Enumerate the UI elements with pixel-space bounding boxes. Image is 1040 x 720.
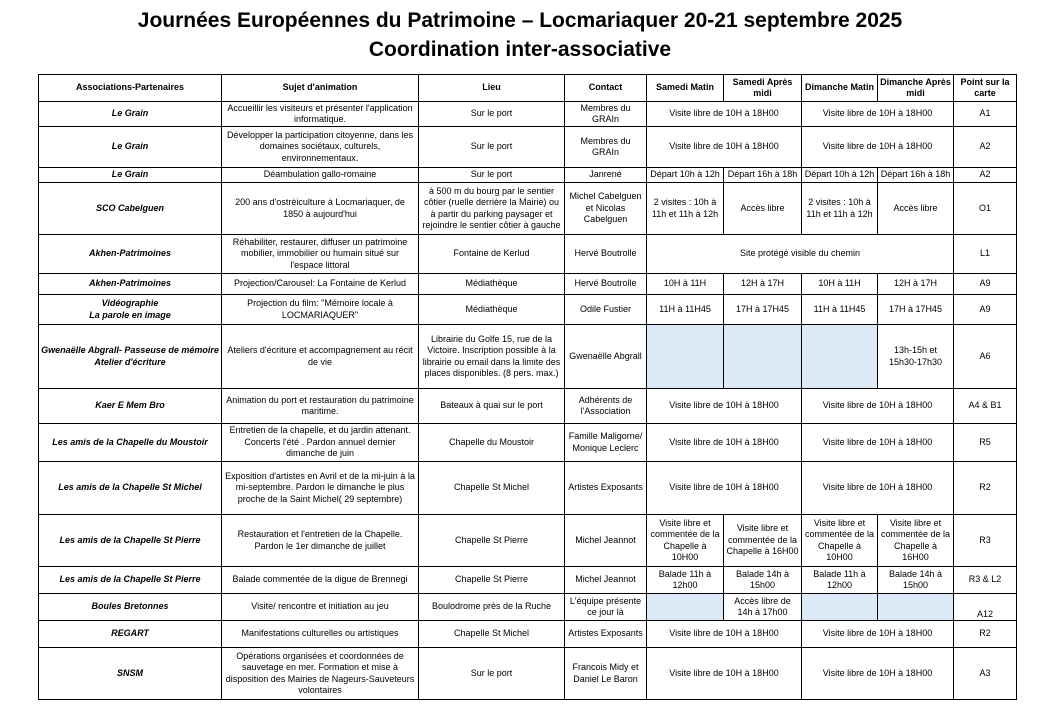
table-row <box>39 183 1017 235</box>
place-cell: Chapelle St Pierre <box>419 515 565 567</box>
sunday-morning-cell: Balade 11h à 12h00 <box>802 567 878 594</box>
title-line-2: Coordination inter-associative <box>368 38 672 61</box>
association-name: Vidéographie <box>101 298 159 308</box>
place-cell: Chapelle du Moustoir <box>419 424 565 462</box>
subject-cell: Restauration et l'entretien de la Chapelle. Pardon le 1er dimanche de juillet <box>222 515 419 567</box>
map-point-cell: O1 <box>954 183 1017 235</box>
contact-cell: L'équipe présente ce jour là <box>565 594 647 621</box>
subject-cell: Déambulation gallo-romaine <box>222 168 419 183</box>
association-cell: Le Grain <box>39 168 222 183</box>
sunday-cell: Visite libre de 10H à 18H00 <box>802 102 954 127</box>
table-row <box>39 295 1017 325</box>
table-row <box>39 567 1017 594</box>
contact-cell: Michel Cabelguen et Nicolas Cabelguen <box>565 183 647 235</box>
place-cell: Chapelle St Pierre <box>419 567 565 594</box>
map-point-cell: A2 <box>954 168 1017 183</box>
contact-cell: Michel Jeannot <box>565 567 647 594</box>
saturday-afternoon-cell: Départ 16h à 18h <box>724 168 802 183</box>
weekend-cell: Site protégé visible du chemin <box>647 235 954 274</box>
schedule-table <box>38 74 1017 700</box>
saturday-afternoon-cell: 17H à 17H45 <box>724 295 802 325</box>
empty-slot-cell <box>878 594 954 621</box>
empty-slot-cell <box>647 594 724 621</box>
contact-cell: Membres du GRAIn <box>565 102 647 127</box>
saturday-afternoon-cell: Accès libre <box>724 183 802 235</box>
column-header: Sujet d'animation <box>222 75 419 102</box>
sunday-cell: Visite libre de 10H à 18H00 <box>802 389 954 424</box>
subject-cell: 200 ans d'ostréiculture à Locmariaquer, de 1850 à aujourd'hui <box>222 183 419 235</box>
saturday-cell: Visite libre de 10H à 18H00 <box>647 621 802 648</box>
association-cell: Akhen-Patrimoines <box>39 235 222 274</box>
subject-cell: Projection/Carousel: La Fontaine de Kerlud <box>222 274 419 295</box>
subject-cell: Balade commentée de la digue de Brennegi <box>222 567 419 594</box>
subject-cell: Visite/ rencontre et initiation au jeu <box>222 594 419 621</box>
page-title <box>0 6 1040 64</box>
association-name: Gwenaëlle Abgrall- Passeuse de mémoire <box>41 345 219 355</box>
sunday-cell: Visite libre de 10H à 18H00 <box>802 424 954 462</box>
association-cell: Les amis de la Chapelle St Pierre <box>39 567 222 594</box>
column-header: Point sur la carte <box>954 75 1017 102</box>
sunday-morning-cell: 2 visites : 10h à 11h et 11h à 12h <box>802 183 878 235</box>
saturday-cell: Visite libre de 10H à 18H00 <box>647 389 802 424</box>
place-cell: Médiathèque <box>419 295 565 325</box>
association-cell: Les amis de la Chapelle St Pierre <box>39 515 222 567</box>
sunday-afternoon-cell: 12H à 17H <box>878 274 954 295</box>
place-cell: Chapelle St Michel <box>419 462 565 515</box>
contact-cell: Francois Midy et Daniel Le Baron <box>565 648 647 700</box>
table-header-row <box>39 75 1017 102</box>
association-cell: Les amis de la Chapelle du Moustoir <box>39 424 222 462</box>
subject-cell: Exposition d'artistes en Avril et de la mi-juin à la mi-septembre. Pardon le dimanche le plus proche de la Saint Michel( 29 septembre) <box>222 462 419 515</box>
subject-cell: Animation du port et restauration du patrimoine maritime. <box>222 389 419 424</box>
saturday-morning-cell: Balade 11h à 12h00 <box>647 567 724 594</box>
place-cell: Sur le port <box>419 648 565 700</box>
saturday-afternoon-cell: 12H à 17H <box>724 274 802 295</box>
contact-cell: Adhérents de l'Association <box>565 389 647 424</box>
subject-cell: Ateliers d'écriture et accompagnement au récit de vie <box>222 325 419 389</box>
map-point-cell: R2 <box>954 462 1017 515</box>
place-cell: Boulodrome près de la Ruche <box>419 594 565 621</box>
map-point-cell: A2 <box>954 127 1017 168</box>
map-point-cell: A12 <box>954 594 1017 621</box>
contact-cell: Janrené <box>565 168 647 183</box>
saturday-afternoon-cell: Balade 14h à 15h00 <box>724 567 802 594</box>
empty-slot-cell <box>647 325 724 389</box>
place-cell: Fontaine de Kerlud <box>419 235 565 274</box>
table-row <box>39 274 1017 295</box>
table-row <box>39 515 1017 567</box>
association-cell: Akhen-Patrimoines <box>39 274 222 295</box>
title-line-1: Journées Européennes du Patrimoine – Locmariaquer 20-21 septembre 2025 <box>137 9 903 32</box>
contact-cell: Famille Maligorne/ Monique Leclerc <box>565 424 647 462</box>
map-point-cell: A1 <box>954 102 1017 127</box>
saturday-morning-cell: 11H à 11H45 <box>647 295 724 325</box>
table-row <box>39 389 1017 424</box>
place-cell: Sur le port <box>419 102 565 127</box>
saturday-afternoon-cell: Accès libre de 14h à 17h00 <box>724 594 802 621</box>
association-cell <box>39 295 222 325</box>
saturday-morning-cell: 2 visites : 10h à 11h et 11h à 12h <box>647 183 724 235</box>
map-point-cell: R3 & L2 <box>954 567 1017 594</box>
saturday-cell: Visite libre de 10H à 18H00 <box>647 102 802 127</box>
subject-cell: Entretien de la chapelle, et du jardin attenant. Concerts l'été . Pardon annuel dernier dimanche de juin <box>222 424 419 462</box>
map-point-cell: L1 <box>954 235 1017 274</box>
sunday-afternoon-cell: Départ 16h à 18h <box>878 168 954 183</box>
column-header: Associations-Partenaires <box>39 75 222 102</box>
place-cell: à 500 m du bourg par le sentier côtier (ruelle derrière la Mairie) ou à partir du parking paysager et rejoindre le sentier côtier à gauche <box>419 183 565 235</box>
contact-cell: Artistes Exposants <box>565 621 647 648</box>
place-cell: Médiathèque <box>419 274 565 295</box>
sunday-cell: Visite libre de 10H à 18H00 <box>802 648 954 700</box>
association-subtitle: La parole en image <box>89 309 171 320</box>
map-point-cell: R3 <box>954 515 1017 567</box>
sunday-morning-cell: 10H à 11H <box>802 274 878 295</box>
sunday-morning-cell: Visite libre et commentée de la Chapelle à 10H00 <box>802 515 878 567</box>
sunday-afternoon-cell: Visite libre et commentée de la Chapelle à 16H00 <box>878 515 954 567</box>
saturday-afternoon-cell: Visite libre et commentée de la Chapelle à 16H00 <box>724 515 802 567</box>
subject-cell: Accueillir les visiteurs et présenter l'application informatique. <box>222 102 419 127</box>
association-cell: Le Grain <box>39 102 222 127</box>
table-row <box>39 168 1017 183</box>
saturday-cell: Visite libre de 10H à 18H00 <box>647 127 802 168</box>
contact-cell: Odile Fustier <box>565 295 647 325</box>
table-row <box>39 424 1017 462</box>
map-point-cell: A9 <box>954 274 1017 295</box>
sunday-cell: Visite libre de 10H à 18H00 <box>802 462 954 515</box>
table-row <box>39 594 1017 621</box>
place-cell: Librairie du Golfe 15, rue de la Victoire. Inscription possible à la librairie ou email dans la limite des places disponibles. (8 pers. max.) <box>419 325 565 389</box>
subject-cell: Opérations organisées et coordonnées de sauvetage en mer. Formation et mise à disposition des Mairies de Nageurs-Sauveteurs volontaires <box>222 648 419 700</box>
column-header: Contact <box>565 75 647 102</box>
saturday-cell: Visite libre de 10H à 18H00 <box>647 648 802 700</box>
association-cell: SCO Cabelguen <box>39 183 222 235</box>
map-point-cell: R5 <box>954 424 1017 462</box>
association-cell: Les amis de la Chapelle St Michel <box>39 462 222 515</box>
place-cell: Bateaux à quai sur le port <box>419 389 565 424</box>
subject-cell: Réhabiliter, restaurer, diffuser un patrimoine mobilier, immobilier ou humain situé sur l'espace littoral <box>222 235 419 274</box>
column-header: Lieu <box>419 75 565 102</box>
association-cell: SNSM <box>39 648 222 700</box>
sunday-afternoon-cell: Balade 14h à 15h00 <box>878 567 954 594</box>
map-point-cell: A4 & B1 <box>954 389 1017 424</box>
column-header: Samedi Après midi <box>724 75 802 102</box>
sunday-afternoon-cell: 17H à 17H45 <box>878 295 954 325</box>
table-row <box>39 102 1017 127</box>
subject-cell: Développer la participation citoyenne, dans les domaines sociétaux, culturels, environnementaux. <box>222 127 419 168</box>
map-point-cell: R2 <box>954 621 1017 648</box>
map-point-cell: A3 <box>954 648 1017 700</box>
sunday-afternoon-cell: 13h-15h et 15h30-17h30 <box>878 325 954 389</box>
table-row <box>39 325 1017 389</box>
map-point-cell: A6 <box>954 325 1017 389</box>
saturday-cell: Visite libre de 10H à 18H00 <box>647 462 802 515</box>
table-row <box>39 462 1017 515</box>
table-row <box>39 621 1017 648</box>
table-row <box>39 235 1017 274</box>
table-row <box>39 127 1017 168</box>
sunday-morning-cell: Départ 10h à 12h <box>802 168 878 183</box>
column-header: Dimanche Après midi <box>878 75 954 102</box>
association-subtitle: Atelier d'écriture <box>94 356 166 367</box>
empty-slot-cell <box>802 594 878 621</box>
association-cell: Le Grain <box>39 127 222 168</box>
saturday-morning-cell: 10H à 11H <box>647 274 724 295</box>
subject-cell: Manifestations culturelles ou artistiques <box>222 621 419 648</box>
sunday-cell: Visite libre de 10H à 18H00 <box>802 127 954 168</box>
empty-slot-cell <box>802 325 878 389</box>
association-cell <box>39 325 222 389</box>
empty-slot-cell <box>724 325 802 389</box>
contact-cell: Gwenaëlle Abgrall <box>565 325 647 389</box>
column-header: Dimanche Matin <box>802 75 878 102</box>
contact-cell: Artistes Exposants <box>565 462 647 515</box>
saturday-cell: Visite libre de 10H à 18H00 <box>647 424 802 462</box>
map-point-cell: A9 <box>954 295 1017 325</box>
saturday-morning-cell: Départ 10h à 12h <box>647 168 724 183</box>
contact-cell: Hervé Boutrolle <box>565 235 647 274</box>
sunday-cell: Visite libre de 10H à 18H00 <box>802 621 954 648</box>
sunday-morning-cell: 11H à 11H45 <box>802 295 878 325</box>
contact-cell: Michel Jeannot <box>565 515 647 567</box>
sunday-afternoon-cell: Accès libre <box>878 183 954 235</box>
contact-cell: Hervé Boutrolle <box>565 274 647 295</box>
saturday-morning-cell: Visite libre et commentée de la Chapelle à 10H00 <box>647 515 724 567</box>
table-row <box>39 648 1017 700</box>
contact-cell: Membres du GRAIn <box>565 127 647 168</box>
association-cell: Boules Bretonnes <box>39 594 222 621</box>
association-cell: Kaer E Mem Bro <box>39 389 222 424</box>
column-header: Samedi Matin <box>647 75 724 102</box>
subject-cell: Projection du film: "Mémoire locale à LOCMARIAQUER" <box>222 295 419 325</box>
place-cell: Sur le port <box>419 168 565 183</box>
place-cell: Sur le port <box>419 127 565 168</box>
association-cell: REGART <box>39 621 222 648</box>
place-cell: Chapelle St Michel <box>419 621 565 648</box>
